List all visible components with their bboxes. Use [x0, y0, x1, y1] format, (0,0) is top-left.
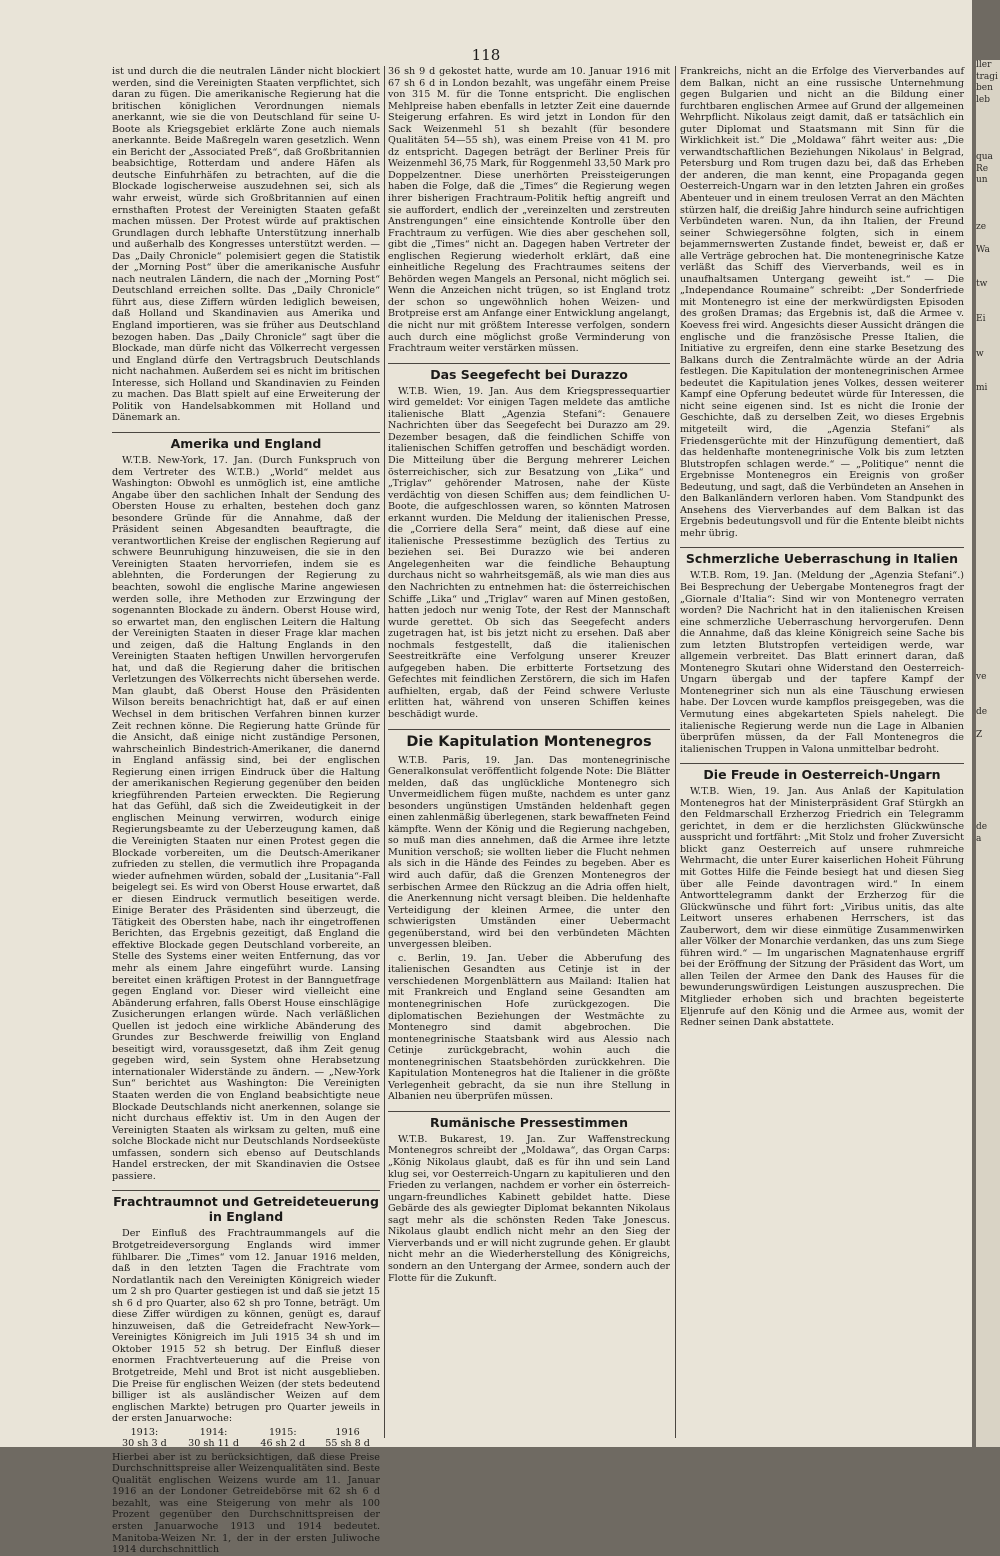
- article-paragraph: Der Einfluß des Frachtraummangels auf die Brotgetreideversorgung Englands wird immer fühlbarer. Die „Times“ vom 12. Januar 1916 melden, daß in den letzten Tagen die Frachtrate vom Nordatlantik nach den Vereinigten Königreich wieder um 2 sh pro Quarter gestiegen ist und daß sie jetzt 15 sh 6 d pro Quarter, also 62 sh pro Tonne, beträgt. Um diese Ziffer würdigen zu können, genügt es, darauf hinzuweisen, daß die Getreidefracht New-York—Vereinigtes Königreich im Juli 1915 34 sh und im Oktober 1915 52 sh betrug. Der Einfluß dieser enormen Frachtverteuerung auf die Preise von Brotgetreide, Mehl und Brot ist nicht ausgeblieben. Die Preise für englischen Weizen (der stets bedeutend billiger ist als ausländischer Weizen auf dem englischen Markte) betrugen pro Quarter jeweils in der ersten Januarwoche:: [112, 1228, 380, 1425]
- year-cell: 1915:: [268, 1426, 297, 1438]
- price-cell: 55 sh 8 d: [325, 1438, 370, 1450]
- year-cell: 1916: [335, 1426, 360, 1438]
- next-page-fragment: [976, 1076, 1000, 1088]
- column-right: [680, 66, 964, 1438]
- article-paragraph: W.T.B. Wien, 19. Jan. Aus dem Kriegspressequartier wird gemeldet: Vor einigen Tagen meldete das amtliche italienische Blatt „Agenzia Stefani“: Genauere Nachrichten über das Seegefecht bei Durazzo am 29. Dezember besagen, daß die feindlichen Schiffe von italienischen Schiffen getroffen und beschädigt worden. Die Mitteilung über die Bergung mehrerer Leichen österreichischer, sich zur Besatzung von „Lika“ und „Triglav“ gehörender Matrosen, nahe der Küste verdächtig von diesen Schiffen aus; dem feindlichen U-Boote, die aufgeschlossen waren, so könnten Matrosen erkannt wurden. Die Meldung der italienischen Presse, die „Corriere della Sera“ meint, daß diese auf eine italienische Pressestimme bezüglich des Tertius zu beziehen sei. Bei Durazzo wie bei anderen Angelegenheiten war die feindliche Behauptung durchaus nicht so wahrheitsgemäß, als wie man dies aus den Nachrichten zu entnehmen hat: die österreichischen Schiffe „Lika“ und „Triglav“ waren auf Minen gestoßen, hatten jedoch nur wenig Tote, der Rest der Mannschaft wurde gerettet. Ob sich das Seegefecht anders zugetragen hat, ist bis jetzt nicht zu ersehen. Daß aber nochmals festgestellt, daß die italienischen Seestreitkräfte eine Verfolgung unserer Kreuzer aufgegeben haben. Die erbitterte Fortsetzung des Gefechtes mit feindlichen Zerstörern, die sich im Hafen aufhielten, ergab, daß der Feind schwere Verluste erlitten hat, während von unseren Schiffen keines beschädigt wurde.: [388, 385, 670, 720]
- next-page-fragment: [976, 1192, 1000, 1204]
- article-paragraph: Frankreichs, nicht an die Erfolge des Vierverbandes auf dem Balkan, nicht an eine russische Unternehmung gegen Bulgarien und nicht an die Bildung einer furchtbaren englischen Armee auf Grund der allgemeinen Wehrpflicht. Nikolaus zeigt damit, daß er tatsächlich ein guter Diplomat und Staatsmann mit Sinn für die Wirklichkeit ist.“ Die „Moldawa“ fährt weiter aus: „Die verwandtschaftlichen Beziehungen Nikolaus' in Belgrad, Petersburg und Rom trugen dazu bei, daß das Erheben der anderen, die man kennt, eine Propaganda gegen Oesterreich-Ungarn war in den letzten Jahren ein großes Abenteuer und in einem treulosen Verrat an den Mächten stürzen half, die dreißig Jahre hindurch seine aufrichtigen Verbündeten waren. Nun, da ihn Italien, der Freund seiner Schwiegersöhne folgten, sich in einem bejammernswerten Zustande findet, beweist er, daß er alle Verträge gebrochen hat. Die montenegrinische Katze verläßt das Schiff des Vierverbands, weil es in unaufhaltsamen Untergang geweiht ist.“ — Die „Independance Roumaine“ schreibt: „Der Sonderfriede mit Montenegro ist eine der merkwürdigsten Episoden des großen Dramas; das Ergebnis ist, daß die Armee v. Koevess frei wird. Angesichts dieser Aussicht drängen die englische und die französische Presse Italien, die Initiative zu ergreifen, denn eine starke Besetzung des Balkans durch die Zentralmächte würde an der Adria festlegen. Die Kapitulation der montenegrinischen Armee bedeutet die Kapitulation jenes Volkes, dessen weiterer Kampf eine Opferung bedeutet würde für Interessen, die nicht seine eigenen sind. Ist es nicht die Ironie der Geschichte, daß zu derselben Zeit, wo dieses Ergebnis mitgeteilt wird, die „Agenzia Stefani“ als Friedensgerüchte mit der Hinzufügung dementiert, daß das heldenhafte montenegrinische Volk bis zum letzten Blutstropfen schlagen werde.“ — „Politique“ nennt die Ergebnisse Montenegros ein Ereignis von großer Bedeutung, und sagt, daß die Verbündeten an Ansehen in den Balkanländern verloren haben. Vom Standpunkt des Ansehens des Vierverbandes auf dem Balkan ist das Ergebnis bedeutungsvoll und für die Entente bleibt nichts mehr übrig.: [680, 66, 964, 539]
- next-page-fragment: [976, 637, 1000, 649]
- next-page-fragment: [976, 372, 1000, 384]
- next-page-fragment: tw: [976, 279, 988, 290]
- next-page-fragment: [976, 972, 1000, 984]
- article-headline: Die Kapitulation Montenegros: [388, 729, 670, 751]
- price-cell: 46 sh 2 d: [260, 1438, 306, 1450]
- next-page-fragment: Z: [976, 729, 983, 740]
- article-paragraph: W.T.B. Bukarest, 19. Jan. Zur Waffenstreckung Montenegros schreibt der „Moldawa“, das Organ Carps: „König Nikolaus glaubt, daß es für ihn und sein Land klug sei, vor Oesterreich-Ungarn zu kapitulieren und den Frieden zu verlangen, nachdem er vorher ein österreich-ungarn-freundliches Kabinett gebildet hatte. Diese Gebärde des als gewiegter Diplomat bekannten Nikolaus sagt mehr als die schönsten Reden Take Jonescus. Nikolaus glaubt endlich nicht mehr an den Sieg der Vierverbands und er will nicht zugrunde gehen. Er glaubt nicht mehr an die Wiederherstellung des Königreichs, sondern an den Untergang der Armee, sondern auch der Flotte für die Zukunft.: [388, 1133, 670, 1284]
- next-page-fragment: [976, 291, 1000, 303]
- next-page-fragment: [976, 302, 1000, 314]
- next-page-fragment: mi: [976, 383, 988, 394]
- next-page-fragment: [976, 464, 1000, 476]
- next-page-fragment: [976, 903, 1000, 915]
- next-page-fragment: [976, 487, 1000, 499]
- next-page-fragment: Re: [976, 163, 989, 174]
- next-page-fragment: [976, 938, 1000, 950]
- next-page-fragment: [976, 580, 1000, 592]
- next-page-fragment: [976, 1169, 1000, 1181]
- next-page-fragment: [976, 787, 1000, 799]
- next-page-fragment: [976, 1203, 1000, 1215]
- next-page-fragment: [976, 949, 1000, 961]
- next-page-fragment: [976, 1041, 1000, 1053]
- article-headline: Das Seegefecht bei Durazzo: [388, 363, 670, 382]
- next-page-fragment: [976, 430, 1000, 442]
- next-page-fragment: [976, 776, 1000, 788]
- next-page-fragment: [976, 1134, 1000, 1146]
- next-page-fragment: [976, 926, 1000, 938]
- next-page-fragment: [976, 1122, 1000, 1134]
- next-page-fragment: Wa: [976, 244, 990, 255]
- next-page-fragment: [976, 1180, 1000, 1192]
- next-page-fragment: [976, 614, 1000, 626]
- year-cell: 1914:: [199, 1426, 228, 1438]
- article-paragraph: Hierbei aber ist zu berücksichtigen, daß diese Preise Durchschnittspreise aller Weizenqualitäten sind. Beste Qualität englischen Weizens wurde am 11. Januar 1916 an der Londoner Getreidebörse mit 62 sh 6 d bezahlt, was eine Steigerung von mehr als 100 Prozent gegenüber den Durchschnittspreisen der ersten Januarwoche 1913 und 1914 bedeutet. Manitoba-Weizen Nr. 1, der in der ersten Juliwoche 1914 durchschnittlich: [112, 1451, 380, 1556]
- next-page-fragment: [976, 141, 1000, 153]
- article-paragraph: W.T.B. Paris, 19. Jan. Das montenegrinische Generalkonsulat veröffentlicht folgende Note: Die Blätter melden, daß das unglückliche Montenegro sich Unvermeidlichem fügen mußte, nachdem es unter ganz besonders ungünstigen Umständen heldenhaft gegen einen zahlenmäßig überlegenen, stark bewaffneten Feind kämpfte. Wenn der König und die Regierung nachgeben, so muß man dies annehmen, daß die Armee ihre letzte Munition verschoß; sie wollten lieber die Flucht nehmen als sich in die Hände des Feindes zu begeben. Aber es wird auch dafür, daß die Grenzen Montenegros der serbischen Armee den Rückzug an die Adria offen hielt, die Anerkennung nicht versagt bleiben. Die heldenhafte Verteidigung der kleinen Armee, die unter den schwierigsten Umständen einer Uebermacht gegenüberstand, wird bei den verbündeten Mächten unvergessen bleiben.: [388, 754, 670, 951]
- next-page-fragment: [976, 199, 1000, 211]
- next-page-fragment: [976, 326, 1000, 338]
- next-page-fragment: [976, 649, 1000, 661]
- next-page-fragment: [976, 764, 1000, 776]
- next-page-fragment: [976, 1065, 1000, 1077]
- article-headline: Frachtraumnot und Getreideteuerung in England: [112, 1190, 380, 1224]
- next-page-fragment: [976, 1053, 1000, 1065]
- article-headline: Rumänische Pressestimmen: [388, 1111, 670, 1130]
- next-page-fragment: [976, 418, 1000, 430]
- next-page-fragment: [976, 880, 1000, 892]
- next-page-fragment: [976, 995, 1000, 1007]
- next-page-fragment: [976, 499, 1000, 511]
- next-page-fragment: leb: [976, 94, 990, 105]
- next-page-fragment: [976, 533, 1000, 545]
- next-page-fragment: [976, 395, 1000, 407]
- next-page-fragment: [976, 510, 1000, 522]
- next-page-fragment: [976, 891, 1000, 903]
- next-page-fragment: [976, 799, 1000, 811]
- next-page-fragment: [976, 118, 1000, 130]
- next-page-fragment: [976, 1215, 1000, 1227]
- next-page-fragment: ller: [976, 60, 992, 70]
- next-page-fragment: [976, 1007, 1000, 1019]
- article-paragraph: W.T.B. Wien, 19. Jan. Aus Anlaß der Kapitulation Montenegros hat der Ministerpräsident Graf Stürgkh an den Feldmarschall Erzherzog Friedrich ein Telegramm gerichtet, in dem er die herzlichsten Glückwünsche ausspricht und fortfährt: „Mit Stolz und froher Zuversicht blickt ganz Oesterreich auf unsere ruhmreiche Wehrmacht, die unter Eurer kaiserlichen Hoheit Führung mit Gottes Hilfe die Feinde besiegt hat und diesen Sieg über alle Feinde davontragen wird.“ In einem Antworttelegramm dankt der Erzherzog für die Glückwünsche und führt fort: „Viribus unitis, das alte Leitwort unseres erhabenen Herrschers, ist das Zauberwort, dem wir diese einmütige Zusammenwirken aller Völker der Monarchie verdanken, das uns zum Siege führen wird.“ — Im ungarischen Magnatenhause ergriff bei der Eröffnung der Sitzung der Präsident das Wort, um allen Teilen der Armee den Dank des Hauses für die bewunderungswürdigen Leistungen auszusprechen. Die Mitglieder erhoben sich und brachten begeisterte Eljenrufe auf den König und die Armee aus, womit der Redner seinen Dank abstattete.: [680, 786, 964, 1029]
- next-page-fragment: [976, 845, 1000, 857]
- next-page-fragment: Ei: [976, 314, 986, 325]
- column-left: [112, 66, 380, 1556]
- next-page-fragment: [976, 684, 1000, 696]
- next-page-fragment: [976, 1099, 1000, 1111]
- next-page-fragment: [976, 210, 1000, 222]
- next-page-fragment: ben: [976, 83, 993, 94]
- column-divider: [384, 66, 385, 1438]
- next-page-fragment: [976, 660, 1000, 672]
- next-page-fragment: w: [976, 348, 984, 359]
- next-page-fragment: un: [976, 175, 988, 186]
- next-page-fragment: [976, 476, 1000, 488]
- article-headline: Die Freude in Oesterreich-Ungarn: [680, 763, 964, 782]
- next-page-fragment: [976, 1030, 1000, 1042]
- column-middle: [388, 66, 670, 1438]
- next-page-fragment: [976, 129, 1000, 141]
- next-page-fragment: [976, 406, 1000, 418]
- article-paragraph: W.T.B. Rom, 19. Jan. (Meldung der „Agenzia Stefani“.) Bei Besprechung der Uebergabe Montenegros fragt der „Giornale d'Italia“: Sind wir von Montenegro verraten worden? Die Nachricht hat in den italienischen Kreisen eine schmerzliche Ueberraschung hervorgerufen. Denn die Annahme, daß das kleine Königreich seine Sache bis zum letzten Blutstropfen verteidigen werde, war allgemein verbreitet. Das Blatt erinnert daran, daß Montenegro Skutari ohne Widerstand den Oesterreich-Ungarn übergab und der tapfere Kampf der Montenegriner sich nun als eine Täuschung erwiesen habe. Der Lovcen wurde kampflos preisgegeben, was die Vermutung eines abgekarteten Spiels nahelegt. Die italienische Regierung werde nun die Lage in Albanien überprüfen müssen, da der Fall Montenegros die italienischen Truppen in Valona unmittelbar bedroht.: [680, 570, 964, 755]
- next-page-fragment: [976, 1018, 1000, 1030]
- next-page-fragment: [976, 1145, 1000, 1157]
- next-page-fragment: [976, 233, 1000, 245]
- page-number: 118: [471, 46, 501, 64]
- next-page-fragment: [976, 718, 1000, 730]
- wheat-price-table: [112, 1427, 380, 1450]
- next-page-fragment: de: [976, 822, 988, 833]
- next-page-fragment: [976, 106, 1000, 118]
- next-page-fragment: [976, 453, 1000, 465]
- next-page-edge: [976, 60, 1000, 1447]
- next-page-fragment: [976, 268, 1000, 280]
- next-page-fragment: [976, 753, 1000, 765]
- next-page-fragment: [976, 695, 1000, 707]
- next-page-fragment: [976, 591, 1000, 603]
- next-page-fragment: de: [976, 706, 988, 717]
- table-row: [112, 1427, 380, 1439]
- next-page-fragment: [976, 337, 1000, 349]
- price-cell: 30 sh 11 d: [188, 1438, 239, 1450]
- column-divider: [675, 66, 676, 1438]
- next-page-fragment: [976, 522, 1000, 534]
- next-page-fragment: a: [976, 833, 982, 844]
- year-cell: 1913:: [130, 1426, 159, 1438]
- article-paragraph: W.T.B. New-York, 17. Jan. (Durch Funkspruch von dem Vertreter des W.T.B.) „World“ meldet aus Washington: Obwohl es unmöglich ist, eine amtliche Angabe über den sachlichen Inhalt der Sendung des Obersten House zu erhalten, bestehen doch ganz besondere Gründe für die Annahme, daß der Präsident seinen Abgesandten beauftragte, die verantwortlichen Kreise der englischen Regierung auf schwere Beunruhigung hinzuweisen, die sie in den Vereinigten Staaten hervorriefen, indem sie es ablehnten, die Forderungen der Regierung zu beachten, sowohl die englische Marine angewiesen werden solle, ihre Methoden zur Erzwingung der sogenannten Blockade zu ändern. Oberst House wird, so erwartet man, den englischen Leitern die Haltung der Vereinigten Staaten in dieser Frage klar machen und zeigen, daß die Haltung Englands in den Vereinigten Staaten heftigen Unwillen hervorgerufen hat, und daß die Regierung daher die britischen Verletzungen des Völkerrechts nicht übersehen werde. Man glaubt, daß Oberst House den Präsidenten Wilson bereits benachrichtigt hat, daß er auf einen Wechsel in dem britischen Verfahren binnen kurzer Zeit rechnen könne. Die Regierung hatte Gründe für die Ansicht, daß einige nicht zuständige Personen, wahrscheinlich Bindestrich-Amerikaner, die danernd in England anfässig sind, bei der englischen Regierung einen irrigen Eindruck über die Haltung der amerikanischen Regierung gegenüber den beiden kriegführenden Parteien erweckten. Die Regierung hat das Gefühl, daß sich die Zweideutigkeit in der englischen Meinung verwirren, wodurch einige Regierungsbeamte zu der Ueberzeugung kamen, daß die Vereinigten Staaten nur einen Protest gegen die Blockade vorbereiten, um die Deutsch-Amerikaner zufrieden zu stellen, die vermutlich ihre Propaganda wieder aufnehmen würden, sobald der „Lusitania“-Fall beigelegt sei. Es wird von Oberst House erwartet, daß er diesen Eindruck vermutlich beseitigen werde. Einige Berater des Präsidenten sind überzeugt, die Tätigkeit des Obersten habe, nach ihr eingetroffenen Berichten, das Ergebnis gezeitigt, daß England die effektive Blockade gegen Deutschland vorbereite, an Stelle des Systems einer weiten Entfernung, das vor mehr als einem Jahre eingeführt wurde. Lansing bereitet einen kräftigen Protest in der Bannguetfrage gegen England vor. Dieser wird vielleicht eine Abänderung erfahren, falls Oberst House einschlägige Zusicherungen erlangen würde. Nach verläßlichen Quellen ist jedoch eine wirkliche Abänderung des Grundes zur Beschwerde freiwillig von England beseitigt wird, voraussgesetzt, daß ihm Zeit genug gegeben wird, sein System ohne Herabsetzung internationaler Widerstände zu ändern. — „New-York Sun“ berichtet aus Washington: Die Vereinigten Staaten werden die von England beabsichtigte neue Blockade Deutschlands nicht anerkennen, solange sie nicht durchaus effektiv ist. Um in den Augen der Vereinigten Staaten als wirksam zu gelten, muß eine solche Blockade nicht nur Deutschlands Nordseeküste umfassen, sondern sich ebenso auf Deutschlands Handel erstrecken, der mit Skandinavien die Ostsee passiere.: [112, 454, 380, 1182]
- next-page-fragment: [976, 868, 1000, 880]
- price-cell: 30 sh 3 d: [122, 1438, 167, 1450]
- article-paragraph: ist und durch die die neutralen Länder nicht blockiert werden, sind die Vereinigten Staaten verpflichtet, sich daran zu fügen. Die amerikanische Regierung hat die britischen königlichen Verordnungen niemals anerkannt, wie sie die von Deutschland für seine U-Boote als Kriegsgebiet erklärte Zone auch niemals anerkannte. Beide Maßregeln waren gesetzlich. Wenn ein Bericht der „Associated Preß“, daß Großbritannien beabsichtige, Rotterdam und andere Häfen als deutsche Einfuhrhäfen zu betrachten, auf die die Blockade logischerweise auszudehnen sei, sich als wahr erweist, würde sich Großbritannien auf einen ernsthaften Protest der Vereinigten Staaten gefaßt machen müssen. Der Protest würde auf praktischen Grundlagen durch lebhafte Unterstützung innerhalb und außerhalb des Kongresses unterstützt werden. — Das „Daily Chronicle“ polemisiert gegen die Statistik der „Morning Post“ über die amerikanische Ausfuhr nach neutralen Ländern, die nach der „Morning Post“ Deutschland erreichen sollte. Das „Daily Chronicle“ führt aus, diese Ziffern würden lediglich beweisen, daß Holland und Skandinavien aus Amerika und England importieren, was sie früher aus Deutschland bezogen haben. Das „Daily Chronicle“ sagt über die Blockade, man dürfe nicht das Völkerrecht vergessen und England dürfe den Vertragsbruch Deutschlands nicht nachahmen. Außerdem sei es nicht im britischen Interesse, sich Holland und Skandinavien zu Feinden zu machen. Das Blatt spielt auf eine Erweiterung der Politik von Handelsabkommen mit Holland und Dänemark an.: [112, 66, 380, 424]
- next-page-fragment: [976, 914, 1000, 926]
- next-page-fragment: [976, 1111, 1000, 1123]
- next-page-fragment: [976, 1088, 1000, 1100]
- article-paragraph: 36 sh 9 d gekostet hatte, wurde am 10. Januar 1916 mit 67 sh 6 d in London bezahlt, was ungefähr einem Preise von 315 M. für die Tonne entspricht. Die englischen Mehlpreise haben ebenfalls in letzter Zeit eine dauernde Steigerung erfahren. Es wird jetzt in London für den Sack Weizenmehl 51 sh bezahlt (für besondere Qualitäten 54—55 sh), was einem Preise von 41 M. pro dz entspricht. Dagegen beträgt der Berliner Preis für Weizenmehl 36,75 Mark, für Roggenmehl 33,50 Mark pro Doppelzentner. Diese unerhörten Preissteigerungen haben die Folge, daß die „Times“ die Regierung wegen ihrer bisherigen Frachtraum-Politik heftig angreift und sie auffordert, endlich der „vereinzelten und zerstreuten Anstrengungen“ eine einsichtende Kontrolle über den Frachtraum zu verfügen. Wie dies aber geschehen soll, gibt die „Times“ nicht an. Dagegen haben Vertreter der englischen Regierung wiederholt erklärt, daß eine einheitliche Regelung des Frachtraumes seitens der Behörden wegen Mangels an Personal, nicht möglich sei. Wenn die Anzeichen nicht trügen, so ist England trotz der schon so ungewöhnlich hohen Weizen- und Brotpreise erst am Anfange einer Entwicklung angelangt, die nicht nur mit größtem Interesse verfolgen, sondern auch durch eine möglichst große Verminderung von Frachtraum weiter verstärken müssen.: [388, 66, 670, 355]
- next-page-fragment: tragi: [976, 71, 998, 82]
- next-page-fragment: [976, 557, 1000, 569]
- next-page-fragment: [976, 984, 1000, 996]
- next-page-fragment: [976, 441, 1000, 453]
- next-page-fragment: [976, 187, 1000, 199]
- next-page-fragment: [976, 603, 1000, 615]
- next-page-fragment: [976, 741, 1000, 753]
- next-page-fragment: [976, 545, 1000, 557]
- article-headline: Schmerzliche Ueberraschung in Italien: [680, 547, 964, 566]
- next-page-fragment: [976, 857, 1000, 869]
- article-paragraph: c. Berlin, 19. Jan. Ueber die Abberufung des italienischen Gesandten aus Cetinje ist in der verschiedenen Morgenblättern aus Mailand: Italien hat mit Frankreich und England seine Gesandten am montenegrinischen Hofe zurückgezogen. Die diplomatischen Beziehungen der Westmächte zu Montenegro sind damit abgebrochen. Die montenegrinische Staatsbank wird aus Alessio nach Cetinje zurückgebracht, wohin auch die montenegrinischen Staatsbehörden zurückkehren. Die Kapitulation Montenegros hat die Italiener in die größte Verlegenheit gebracht, da sie nun ihre Stellung in Albanien neu überprüfen müssen.: [388, 952, 670, 1103]
- next-page-fragment: [976, 811, 1000, 823]
- next-page-fragment: [976, 568, 1000, 580]
- next-page-fragment: [976, 1157, 1000, 1169]
- next-page-fragment: [976, 360, 1000, 372]
- next-page-fragment: ve: [976, 671, 987, 682]
- next-page-fragment: qua: [976, 152, 993, 163]
- table-row: [112, 1438, 380, 1450]
- next-page-fragment: ze: [976, 221, 987, 232]
- next-page-fragment: [976, 626, 1000, 638]
- article-headline: Amerika und England: [112, 432, 380, 451]
- next-page-fragment: [976, 961, 1000, 973]
- next-page-fragment: [976, 256, 1000, 268]
